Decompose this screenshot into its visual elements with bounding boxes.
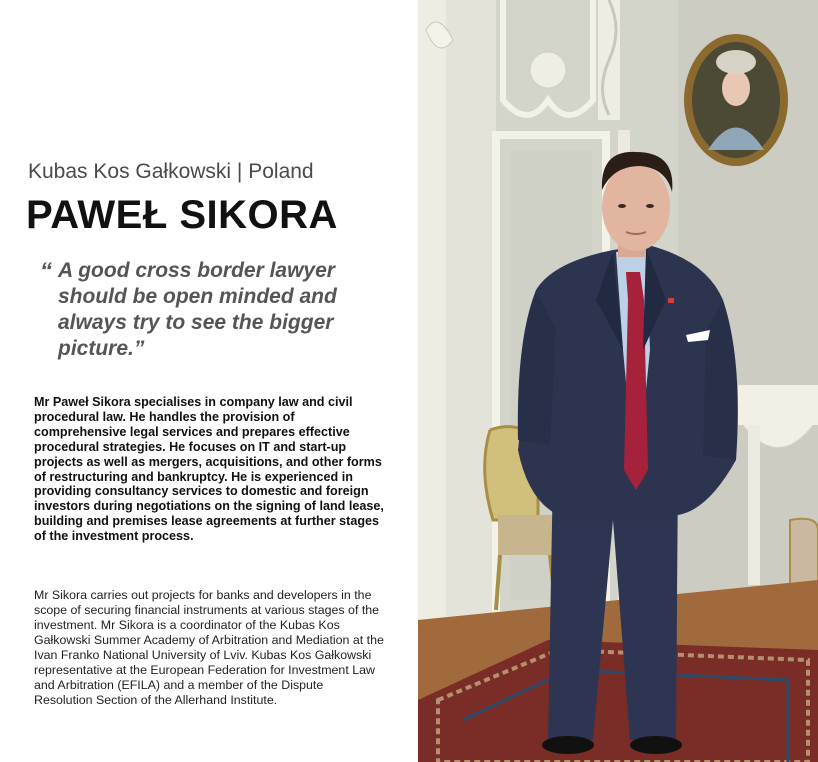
bio-paragraph-1: Mr Paweł Sikora specialises in company law and civil procedural law. He handles the provision of comprehensive legal services and prepares effective procedural strategies. He focuses on IT and start-up projects as well as mergers, acquisitions, and other forms of restructuring and bankruptcy. He is experienced in providing consultancy services to domestic and foreign investors during negotiations on the signing of land lease, building and premises lease agreements at further stages of the investment process. [34,395,384,544]
pull-quote: A good cross border lawyer should be open minded and always try to see the bigger picture.” [58,259,337,360]
bio-paragraph-2: Mr Sikora carries out projects for banks and developers in the scope of securing financial instruments at various stages of the investment. Mr Sikora is a coordinator of the Kubas Kos Gałkowski Summer Academy of Arbitration and Mediation at the Ivan Franko National University of Lviv. Kubas Kos Gałkowski representative at the European Federation for Investment Law and Arbitration (EFILA) and a member of the Dispute Resolution Section of the Allerhand Institute. [34,588,384,707]
firm-country-label: Kubas Kos Gałkowski | Poland [28,160,314,183]
person-name-heading: PAWEŁ SIKORA [26,193,338,237]
quote-open-mark: “ [40,258,52,285]
portrait-photo [418,0,818,762]
